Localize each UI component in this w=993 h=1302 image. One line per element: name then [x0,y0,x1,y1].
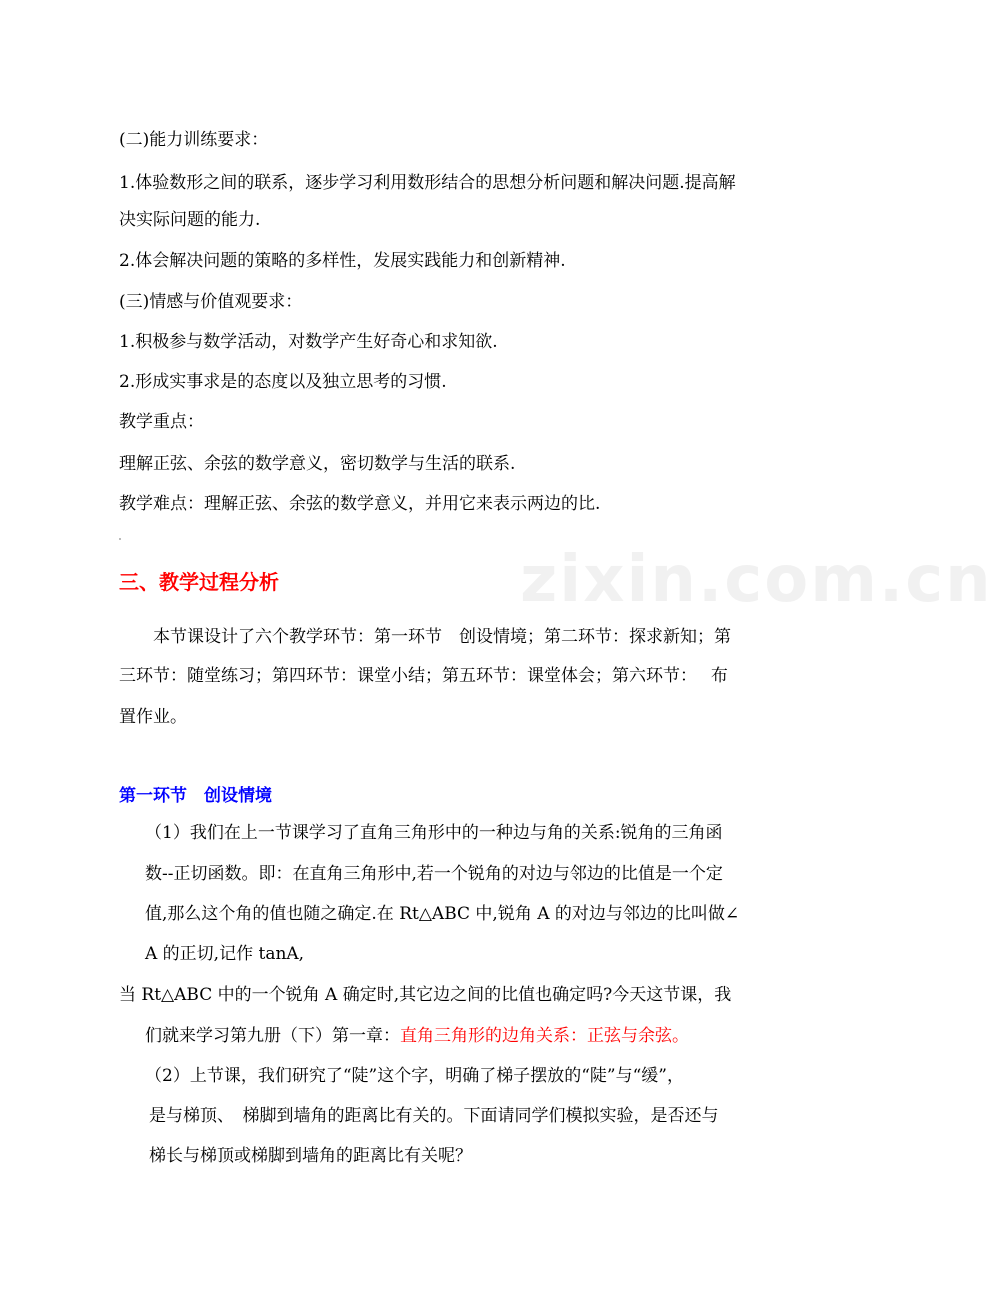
stage-1-p1-line-2: 数--正切函数。即：在直角三角形中,若一个锐角的对边与邻边的比值是一个定 [145,864,723,884]
section-3-para-line-2: 三环节：随堂练习；第四环节：课堂小结；第五环节：课堂体会；第六环节： 布 [119,666,728,686]
section-3-para-line-1: 本节课设计了六个教学环节：第一环节 创设情境；第二环节：探求新知；第 [153,627,731,647]
stage-1-heading: 第一环节 创设情境 [119,786,272,806]
stage-1-p2-line-1: （2）上节课，我们研究了“陡”这个字，明确了梯子摆放的“陡”与“缓”， [145,1066,684,1086]
emotion-item-1: 1.积极参与数学活动，对数学产生好奇心和求知欲. [119,332,498,352]
emotion-item-2: 2.形成实事求是的态度以及独立思考的习惯. [119,372,447,392]
section-3-para-line-3: 置作业。 [119,707,187,727]
section-3-heading: 三、教学过程分析 [119,570,279,594]
key-points-label: 教学重点： [119,412,204,432]
watermark: zixin.com.cn [520,543,993,617]
emotion-heading: (三)情感与价值观要求： [119,292,303,312]
stage-1-p1-line-5: 当 Rt△ABC 中的一个锐角 A 确定时,其它边之间的比值也确定吗?今天这节课，我 [119,985,732,1005]
stage-1-p1-line-4: A 的正切,记作 tanA, [145,944,305,964]
stage-1-p2-line-3: 梯长与梯顶或梯脚到墙角的距离比有关呢？ [149,1146,472,1166]
difficulty-text: 教学难点：理解正弦、余弦的数学意义，并用它来表示两边的比. [119,494,601,514]
stray-mark [119,538,121,540]
ability-item-2: 2.体会解决问题的策略的多样性，发展实践能力和创新精神. [119,251,566,271]
stage-1-chapter-title-highlight: 直角三角形的边角关系：正弦与余弦。 [400,1026,689,1046]
stage-1-p2-line-2: 是与梯顶、 梯脚到墙角的距离比有关的。下面请同学们模拟实验，是否还与 [149,1106,719,1126]
stage-1-p1-line-1: （1）我们在上一节课学习了直角三角形中的一种边与角的关系:锐角的三角函 [145,823,723,843]
ability-heading: (二)能力训练要求： [119,130,269,150]
stage-1-p1-line-6 [145,1024,689,1048]
stage-1-p1-line-3: 值,那么这个角的值也随之确定.在 Rt△ABC 中,锐角 A 的对边与邻边的比叫做∠ [145,904,740,924]
stage-1-p1-line-6-prefix: 们就来学习第九册（下）第一章： [145,1026,400,1046]
ability-item-1-line-1: 1.体验数形之间的联系，逐步学习利用数形结合的思想分析问题和解决问题.提高解 [119,173,736,193]
ability-item-1-line-2: 决实际问题的能力. [119,210,261,230]
key-points-text: 理解正弦、余弦的数学意义，密切数学与生活的联系. [119,454,516,474]
